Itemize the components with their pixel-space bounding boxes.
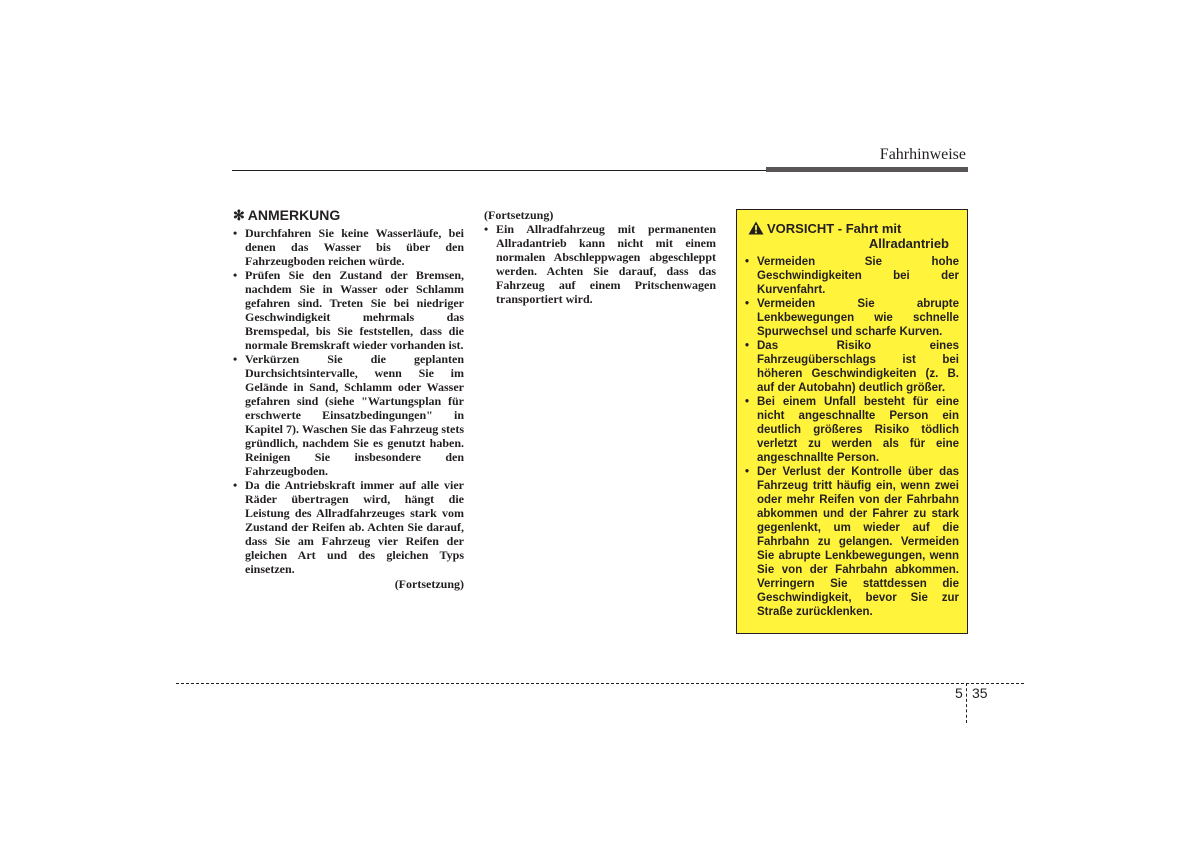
continuation-column: [484, 208, 716, 306]
continuation-list: [484, 222, 716, 306]
note-item: • Verkürzen Sie die geplanten Durchsichtsintervalle, wenn Sie im Gelände in Sand, Schlamm oder Wasser gefahren sind (siehe "Wartungsplan für erschwerte Einsatzbedingungen" in Kapitel 7). Waschen Sie das Fahrzeug stets gründlich, nachdem Sie es genutzt haben. Reinigen Sie insbesondere den Fahrzeugboden.: [233, 352, 464, 478]
warning-triangle-icon: [748, 221, 764, 235]
continuation-item: • Ein Allradfahrzeug mit permanenten Allradantrieb kann nicht mit einem normalen Abschleppwagen abgeschleppt werden. Achten Sie darauf, dass das Fahrzeug auf einem Pritschenwagen transportiert wird.: [484, 222, 716, 306]
caution-item: • Das Risiko eines Fahrzeugüberschlags ist bei höheren Geschwindigkeiten (z. B. auf der Autobahn) deutlich größer.: [745, 339, 959, 395]
continuation-label: (Fortsetzung): [484, 208, 554, 222]
caution-box: [736, 209, 968, 634]
caution-list: [745, 255, 959, 619]
header-tab-bar: [766, 167, 968, 172]
section-title: Fahrhinweise: [879, 146, 966, 163]
continued-label: (Fortsetzung): [394, 577, 464, 591]
caution-title: [745, 221, 959, 251]
note-heading-text: ANMERKUNG: [247, 207, 341, 223]
footer-divider: [966, 683, 967, 723]
caution-item: • Vermeiden Sie hohe Geschwindigkeiten bei der Kurvenfahrt.: [745, 255, 959, 297]
caution-title-line2: Allradantrieb: [868, 236, 949, 251]
note-heading: [233, 207, 340, 224]
caution-title-line1: VORSICHT - Fahrt mit: [767, 221, 902, 236]
chapter-number: 5: [955, 685, 963, 701]
caution-item: • Bei einem Unfall besteht für eine nicht angeschnallte Person ein deutlich größeres Risiko tödlich verletzt zu werden als für eine angeschnallte Person.: [745, 395, 959, 465]
caution-item: • Der Verlust der Kontrolle über das Fahrzeug tritt häufig ein, wenn zwei oder mehr Reifen von der Fahrbahn abkommen und der Fahrer zu stark gegenlenkt, um wieder auf die Fahrbahn zu gelangen. Vermeiden Sie abrupte Lenkbewegungen, wenn Sie von der Fahrbahn abkommen. Verringern Sie stattdessen die Geschwindigkeit, bevor Sie zur Straße zurücklenken.: [745, 465, 959, 619]
note-item: • Da die Antriebskraft immer auf alle vier Räder übertragen wird, hängt die Leistung des Allradfahrzeuges stark vom Zustand der Reifen ab. Achten Sie darauf, dass Sie am Fahrzeug vier Reifen der gleichen Art und des gleichen Typs einsetzen.: [233, 478, 464, 576]
note-column: [233, 226, 464, 591]
page-number: 35: [972, 685, 988, 701]
asterisk-icon: ✻: [233, 207, 245, 223]
note-item: • Prüfen Sie den Zustand der Bremsen, nachdem Sie in Wasser oder Schlamm gefahren sind. Treten Sie bei niedriger Geschwindigkeit mehrmals das Bremspedal, bis Sie feststellen, dass die normale Bremskraft wieder vorhanden ist.: [233, 268, 464, 352]
note-list: [233, 226, 464, 576]
note-item: • Durchfahren Sie keine Wasserläufe, bei denen das Wasser bis über den Fahrzeugboden reichen würde.: [233, 226, 464, 268]
caution-item: • Vermeiden Sie abrupte Lenkbewegungen wie schnelle Spurwechsel und scharfe Kurven.: [745, 297, 959, 339]
footer-rule: [176, 683, 1024, 684]
